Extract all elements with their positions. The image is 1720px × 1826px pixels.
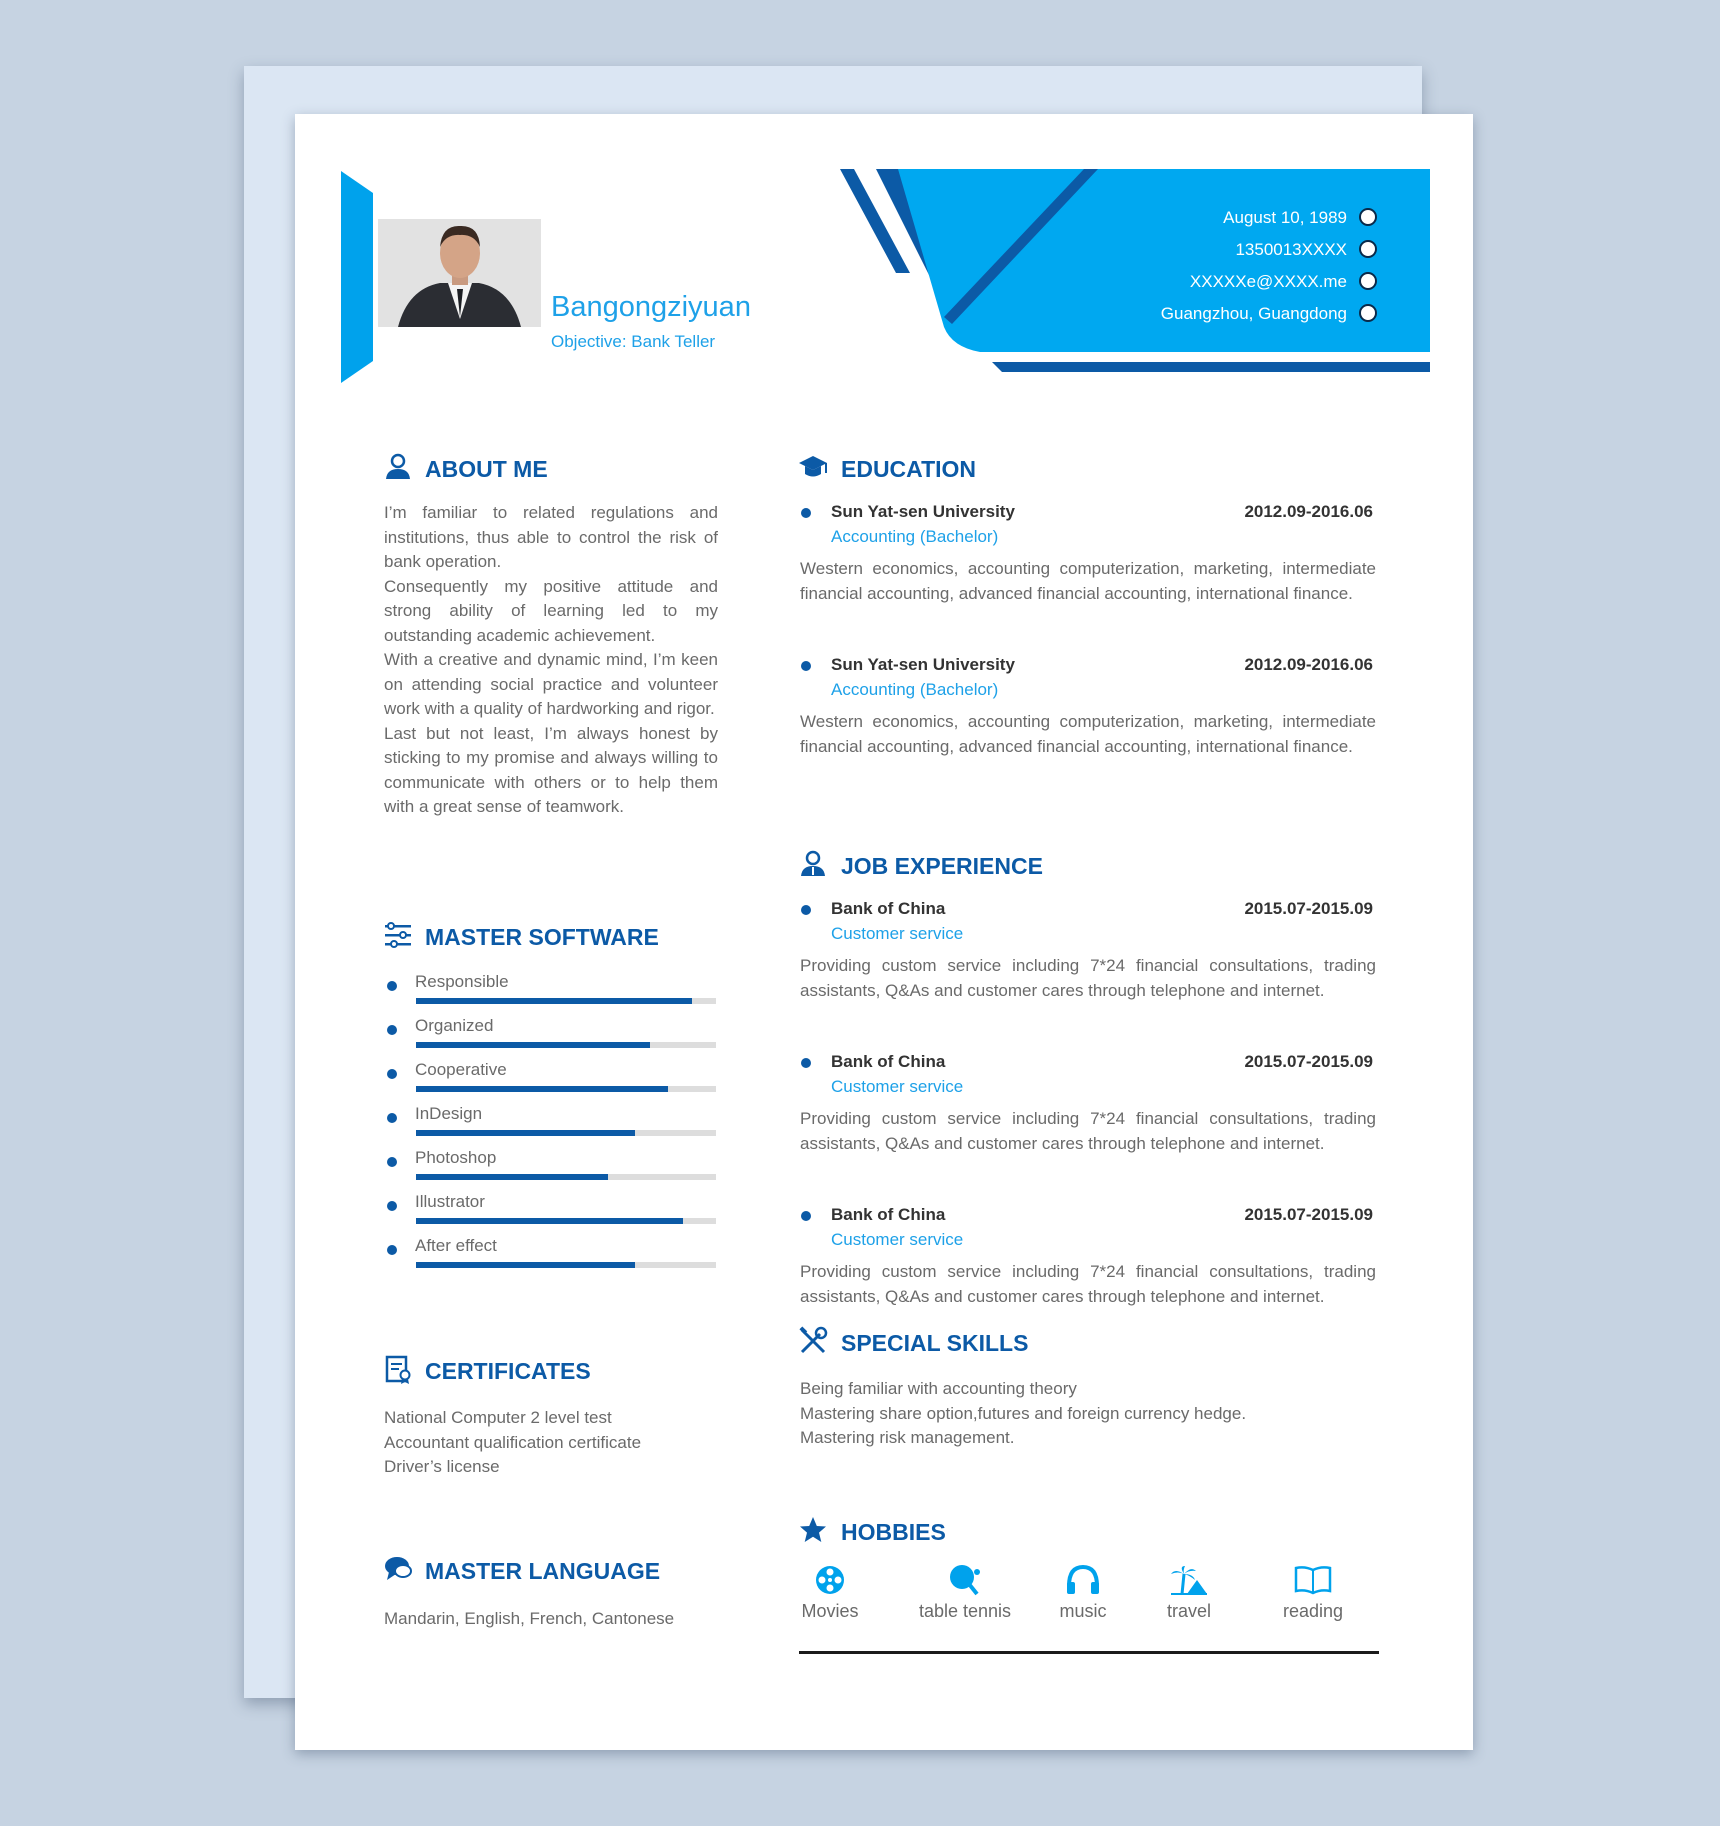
skill-bar-track	[416, 998, 716, 1004]
contact-birthday: August 10, 1989	[1223, 208, 1347, 227]
hobby-table-tennis	[915, 1564, 1015, 1622]
list-bullet	[387, 1113, 397, 1123]
about-paragraph: With a creative and dynamic mind, I’m keen on attending social practice and volunteer work with a quality of hardworking and rigor.	[384, 650, 718, 718]
software-skill-label: Photoshop	[415, 1148, 497, 1167]
job-description: Providing custom service including 7*24 financial consultations, trading assistants, Q&As and customer cares through telephone and internet.	[800, 1262, 1376, 1306]
list-bullet	[801, 661, 811, 671]
language-text: Mandarin, English, French, Cantonese	[384, 1609, 675, 1628]
education-school: Sun Yat-sen University	[831, 502, 1015, 521]
graduation-cap-icon	[798, 452, 828, 482]
job-role: Customer service	[831, 924, 964, 943]
skill-bar-fill	[416, 1218, 683, 1224]
about-paragraph: Last but not least, I’m always honest by sticking to my promise and always willing to communicate with others or to help them with a great sense of teamwork.	[384, 723, 718, 816]
list-bullet	[387, 1025, 397, 1035]
skills-list	[800, 1377, 1246, 1451]
person-icon	[1359, 208, 1377, 226]
software-skill-label: After effect	[415, 1236, 497, 1255]
hobby-label: travel	[1166, 1601, 1211, 1621]
palm-tree-icon	[1169, 1564, 1209, 1596]
skill-bar-fill	[416, 1130, 635, 1136]
hobby-music	[1055, 1564, 1111, 1622]
about-paragraph: I’m familiar to related regulations and institutions, thus able to control the risk of bank operation.	[384, 503, 718, 571]
job-company: Bank of China	[831, 1205, 946, 1224]
skill-bar-track	[416, 1130, 716, 1136]
job-date: 2015.07-2015.09	[1244, 1205, 1373, 1224]
hobby-movies	[800, 1564, 860, 1622]
certificates-list	[384, 1406, 641, 1480]
skill-bar-track	[416, 1174, 716, 1180]
skill-bar-fill	[416, 1174, 608, 1180]
about-text	[384, 501, 718, 820]
worker-icon	[798, 849, 828, 879]
skill-bar-track	[416, 1042, 716, 1048]
hobby-label: table tennis	[918, 1601, 1012, 1621]
phone-icon	[1359, 272, 1377, 290]
certificate-item: National Computer 2 level test	[384, 1408, 612, 1427]
tools-icon	[798, 1326, 828, 1356]
education-date: 2012.09-2016.06	[1244, 655, 1373, 674]
hobbies-title: HOBBIES	[841, 1519, 946, 1545]
left-accent-stripe	[341, 171, 373, 383]
job-company: Bank of China	[831, 1052, 946, 1071]
list-bullet	[801, 905, 811, 915]
job-date: 2015.07-2015.09	[1244, 1052, 1373, 1071]
software-skill-label: Responsible	[415, 972, 509, 991]
skill-bar-track	[416, 1262, 716, 1268]
open-book-icon	[1293, 1564, 1333, 1596]
skills-title: SPECIAL SKILLS	[841, 1330, 1029, 1356]
candidate-name: Bangongziyuan	[551, 291, 751, 323]
about-paragraph: Consequently my positive attitude and strong ability of learning led to my outstanding academic achievement.	[384, 576, 718, 645]
certificate-item: Driver’s license	[384, 1457, 500, 1476]
education-description: Western economics, accounting computerization, marketing, intermediate financial accounting, advanced financial accounting, international finance.	[800, 712, 1376, 756]
jobs-title: JOB EXPERIENCE	[841, 853, 1043, 879]
list-bullet	[387, 1069, 397, 1079]
job-date: 2015.07-2015.09	[1244, 899, 1373, 918]
skill-line: Mastering risk management.	[800, 1428, 1015, 1447]
skill-bar-fill	[416, 998, 692, 1004]
skill-bar-track	[416, 1086, 716, 1092]
software-skill-label: Organized	[415, 1016, 494, 1035]
about-title: ABOUT ME	[425, 456, 548, 482]
job-role: Customer service	[831, 1230, 964, 1249]
software-skill-label: Cooperative	[415, 1060, 507, 1079]
hobby-travel	[1161, 1564, 1217, 1622]
sliders-icon	[383, 920, 413, 950]
headphones-icon	[1065, 1564, 1101, 1596]
contact-location: Guangzhou, Guangdong	[1160, 304, 1347, 323]
job-company: Bank of China	[831, 899, 946, 918]
certificate-item: Accountant qualification certificate	[384, 1432, 642, 1452]
job-role: Customer service	[831, 1077, 964, 1096]
software-skill-label: InDesign	[415, 1104, 483, 1123]
hobby-label: music	[1059, 1601, 1107, 1621]
software-skill-label: Illustrator	[415, 1192, 485, 1211]
profile-photo	[378, 219, 541, 327]
list-bullet	[387, 1201, 397, 1211]
certificate-icon	[383, 1354, 413, 1384]
language-title: MASTER LANGUAGE	[425, 1558, 661, 1584]
ping-pong-icon	[947, 1564, 983, 1596]
skill-bar-fill	[416, 1262, 635, 1268]
speech-bubble-icon	[383, 1554, 413, 1584]
skill-bar-fill	[416, 1086, 668, 1092]
hobby-reading	[1281, 1564, 1345, 1622]
hobbies-divider	[799, 1651, 1379, 1654]
user-icon	[383, 452, 413, 482]
objective-text: Objective: Bank Teller	[551, 332, 716, 351]
education-date: 2012.09-2016.06	[1244, 502, 1373, 521]
list-bullet	[801, 1211, 811, 1221]
list-bullet	[387, 1245, 397, 1255]
education-title: EDUCATION	[841, 456, 977, 482]
education-major: Accounting (Bachelor)	[831, 680, 999, 699]
education-description: Western economics, accounting computerization, marketing, intermediate financial accounting, advanced financial accounting, international finance.	[800, 559, 1376, 603]
mail-icon	[1359, 304, 1377, 322]
skill-bar-fill	[416, 1042, 650, 1048]
contact-email: XXXXXe@XXXX.me	[1189, 272, 1347, 291]
contact-phone: 1350013XXXX	[1235, 240, 1347, 259]
job-description: Providing custom service including 7*24 financial consultations, trading assistants, Q&As and customer cares through telephone and internet.	[800, 1109, 1376, 1153]
education-major: Accounting (Bachelor)	[831, 527, 999, 546]
skill-bar-track	[416, 1218, 716, 1224]
list-bullet	[387, 1157, 397, 1167]
list-bullet	[801, 1058, 811, 1068]
hobby-label: reading	[1282, 1601, 1344, 1621]
resume-page	[295, 114, 1473, 1750]
location-pin-icon	[1359, 240, 1377, 258]
skill-line: Being familiar with accounting theory	[800, 1379, 1077, 1398]
job-description: Providing custom service including 7*24 financial consultations, trading assistants, Q&As and customer cares through telephone and internet.	[800, 956, 1376, 1000]
software-title: MASTER SOFTWARE	[425, 924, 659, 950]
film-reel-icon	[814, 1564, 846, 1596]
skill-line: Mastering share option,futures and foreign currency hedge.	[800, 1403, 1247, 1423]
list-bullet	[801, 508, 811, 518]
star-icon	[798, 1515, 828, 1545]
education-school: Sun Yat-sen University	[831, 655, 1015, 674]
certificates-title: CERTIFICATES	[425, 1358, 591, 1384]
hobby-label: Movies	[801, 1601, 859, 1621]
list-bullet	[387, 981, 397, 991]
